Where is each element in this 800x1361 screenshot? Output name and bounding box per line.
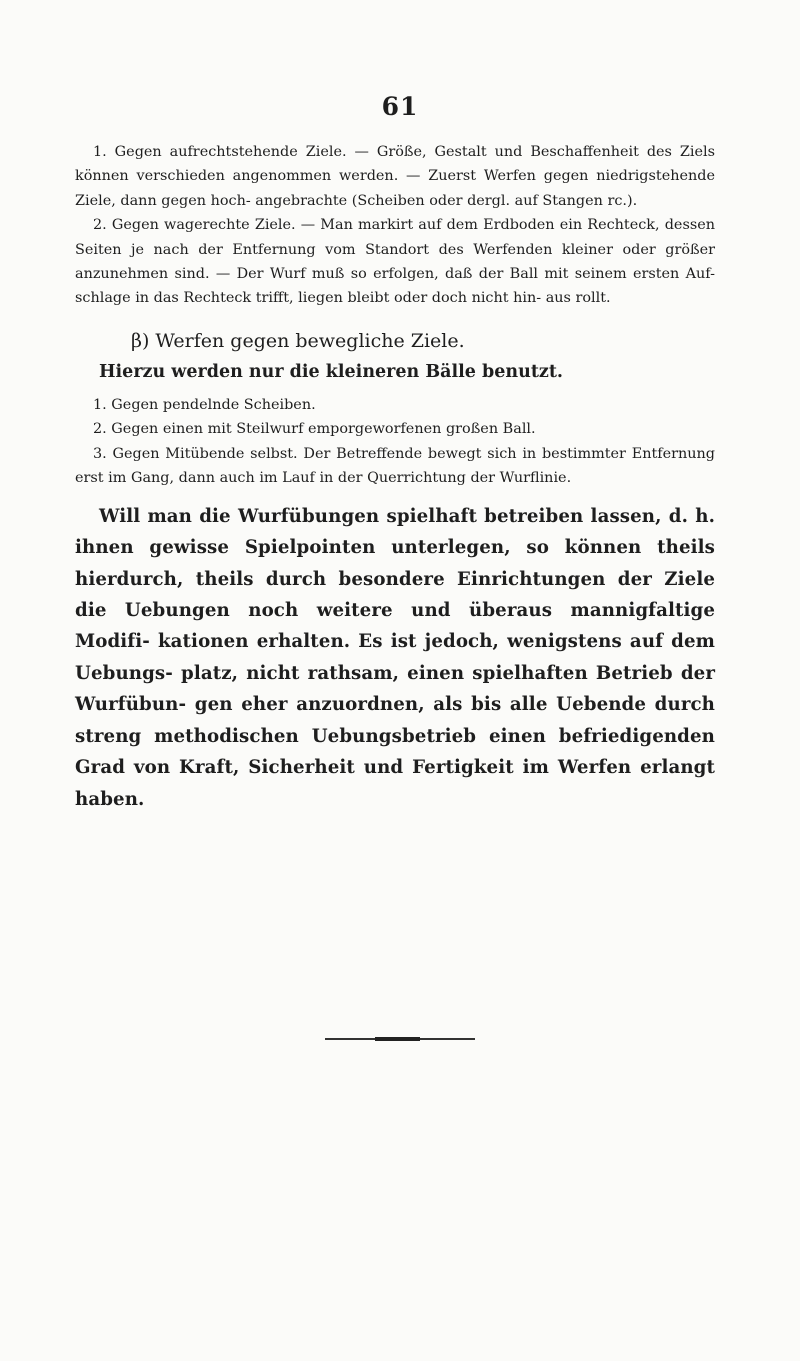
paragraph-horizontal-targets: 2. Gegen wagerechte Ziele. — Man markirt auf dem Erdboden ein Rechteck, dessen Seiten je nach der Entfernung vom Standort des Werfenden kleiner oder größer anzunehmen sind. — Der Wurf muß so erfolgen, daß der Ball mit seinem ersten Auf- schlage in das Rechteck trifft, liegen bleibt oder doch nicht hin- aus rollt. xyxy=(75,217,715,307)
list-item: 3. Gegen Mitübende selbst. Der Betreffende bewegt sich in bestimmter Entfernung erst im Gang, dann auch im Lauf in der Querrichtung der Wurflinie. xyxy=(75,445,715,487)
page-body xyxy=(75,140,715,815)
paragraph-upright-targets: 1. Gegen aufrechtstehende Ziele. — Größe, Gestalt und Beschaffenheit des Ziels können verschieden angenommen werden. — Zuerst Werfen gegen niedrigstehende Ziele, dann gegen hoch- angebrachte (Scheiben oder dergl. auf Stangen rc.). xyxy=(75,144,715,209)
section-intro: Hierzu werden nur die kleineren Bälle benutzt. xyxy=(99,361,564,382)
section-heading-moving-targets: β) Werfen gegen bewegliche Ziele. xyxy=(131,329,465,352)
moving-targets-list xyxy=(75,393,715,491)
list-item: 2. Gegen einen mit Steilwurf emporgeworfenen großen Ball. xyxy=(93,421,536,438)
closing-paragraph: Will man die Wurfübungen spielhaft betreiben lassen, d. h. ihnen gewisse Spielpointen unterlegen, so können theils hierdurch, theils durch besondere Einrichtungen der Ziele die Uebungen noch weitere und überaus mannigfaltige Modifi- kationen erhalten. Es ist jedoch, wenigstens auf dem Uebungs- platz, nicht rathsam, einen spielhaften Betrieb der Wurfübun- gen eher anzuordnen, als bis alle Uebende durch streng methodischen Uebungsbetrieb einen befriedigenden Grad von Kraft, Sicherheit und Fertigkeit im Werfen erlangt haben. xyxy=(75,505,715,810)
page-number: 61 xyxy=(381,92,419,121)
list-item: 1. Gegen pendelnde Scheiben. xyxy=(93,396,316,413)
end-rule-divider xyxy=(325,1038,475,1040)
